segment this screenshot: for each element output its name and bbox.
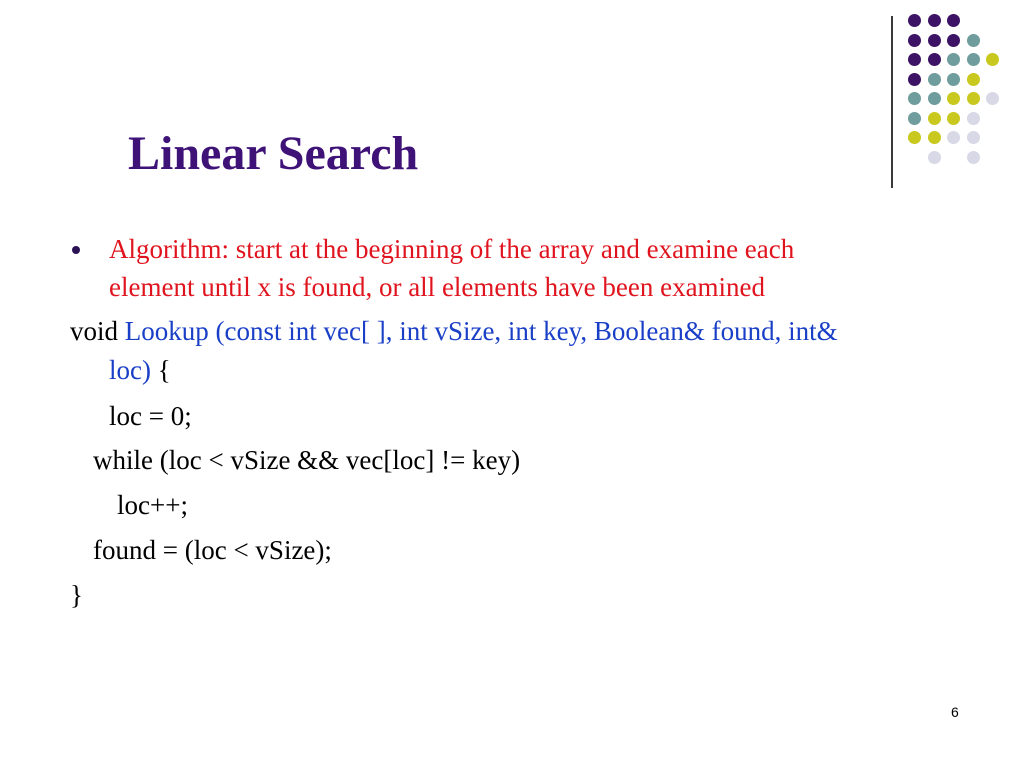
code-signature-params: Lookup (const int vec[ ], int vSize, int key, Boolean& found, int& xyxy=(124,316,838,346)
code-signature-loc: loc) xyxy=(109,355,151,385)
code-keyword-void: void xyxy=(70,316,119,346)
code-line-found: found = (loc < vSize); xyxy=(93,535,332,565)
page-number: 6 xyxy=(951,704,959,720)
code-line-loc-init: loc = 0; xyxy=(109,401,192,431)
code-line-increment: loc++; xyxy=(117,490,188,520)
slide-title: Linear Search xyxy=(128,127,419,180)
bullet-icon xyxy=(72,246,80,254)
code-signature-line xyxy=(70,312,838,350)
code-line-close-brace: } xyxy=(70,580,83,610)
code-open-brace: { xyxy=(157,355,171,385)
bullet-text-line-2: element until x is found, or all elements have been examined xyxy=(109,272,766,302)
code-signature-continuation xyxy=(109,351,171,389)
bullet-text-line-1: Algorithm: start at the beginning of the array and examine each xyxy=(109,234,795,264)
code-line-while: while (loc < vSize && vec[loc] != key) xyxy=(93,445,521,475)
